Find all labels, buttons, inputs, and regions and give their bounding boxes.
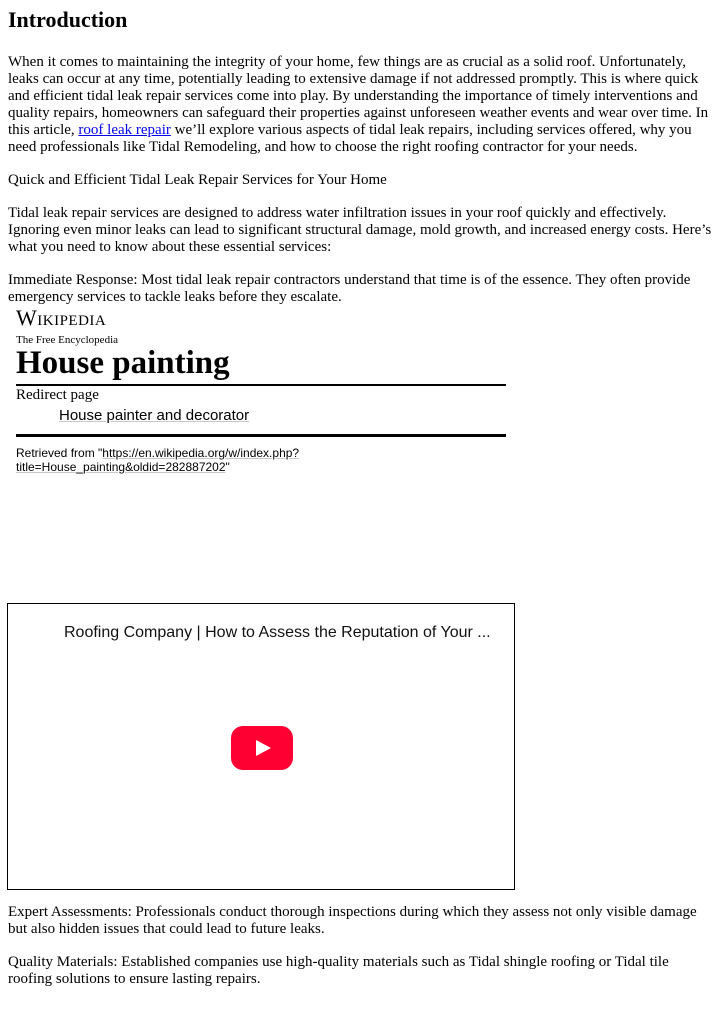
expert-assessments-paragraph: Expert Assessments: Professionals conduct thorough inspections during which they assess not only visible damage but also hidden issues that could lead to future leaks. — [8, 904, 697, 937]
retrieved-from — [16, 446, 336, 474]
wikipedia-embed — [8, 303, 514, 493]
retrieved-prefix: Retrieved from " — [16, 446, 103, 460]
article — [8, 0, 714, 306]
title-divider — [16, 384, 506, 386]
wikipedia-wordmark[interactable]: Wikipedia — [16, 305, 107, 330]
footer-divider — [16, 434, 506, 437]
immediate-response-paragraph: Immediate Response: Most tidal leak repair contractors understand that time is of the essence. They often provide emergency services to tackle leaks before they escalate. — [8, 272, 691, 305]
retrieved-suffix: " — [225, 460, 230, 474]
page-title: Introduction — [8, 7, 128, 32]
wikipedia-tagline: The Free Encyclopedia — [16, 334, 119, 346]
retrieved-url-link[interactable]: https://en.wikipedia.org/w/index.php?title=House_painting&oldid=282887202 — [16, 446, 300, 474]
redirect-target-link[interactable]: House painter and decorator — [59, 407, 250, 424]
services-paragraph: Tidal leak repair services are designed to address water infiltration issues in your roof quickly and effectively. Ignoring even minor leaks can lead to significant structural damage, mold growth, and increased energy costs. Here’s what you need to know about these essential services: — [8, 205, 712, 255]
section-subheading: Quick and Efficient Tidal Leak Repair Services for Your Home — [8, 172, 387, 188]
intro-text-end: we’ll explore various aspects of tidal leak repairs, including services offered, why you need professionals like Tidal Remodeling, and how to choose the right roofing contractor for your needs. — [8, 122, 692, 155]
youtube-embed[interactable] — [7, 603, 515, 890]
wiki-article-title: House painting — [16, 345, 230, 381]
intro-paragraph — [8, 54, 714, 156]
roof-leak-repair-link[interactable]: roof leak repair — [78, 122, 171, 138]
quality-materials-paragraph: Quality Materials: Established companies use high-quality materials such as Tidal shingle roofing or Tidal tile roofing solutions to ensure lasting repairs. — [8, 954, 669, 987]
play-icon[interactable] — [231, 726, 293, 770]
redirect-label: Redirect page — [16, 387, 99, 403]
intro-text-start: When it comes to maintaining the integrity of your home, few things are as crucial as a solid roof. Unfortunately, leaks can occur at any time, potentially leading to extensive damage if not addressed promptly. This is where quick and efficient tidal leak repair services come into play. By understanding the importance of timely interventions and quality repairs, homeowners can safeguard their properties against unforeseen weather events and wear over time. In this article, — [8, 54, 709, 138]
video-title[interactable]: Roofing Company | How to Assess the Reputation of Your ... — [64, 624, 491, 641]
article-continued — [8, 904, 714, 988]
